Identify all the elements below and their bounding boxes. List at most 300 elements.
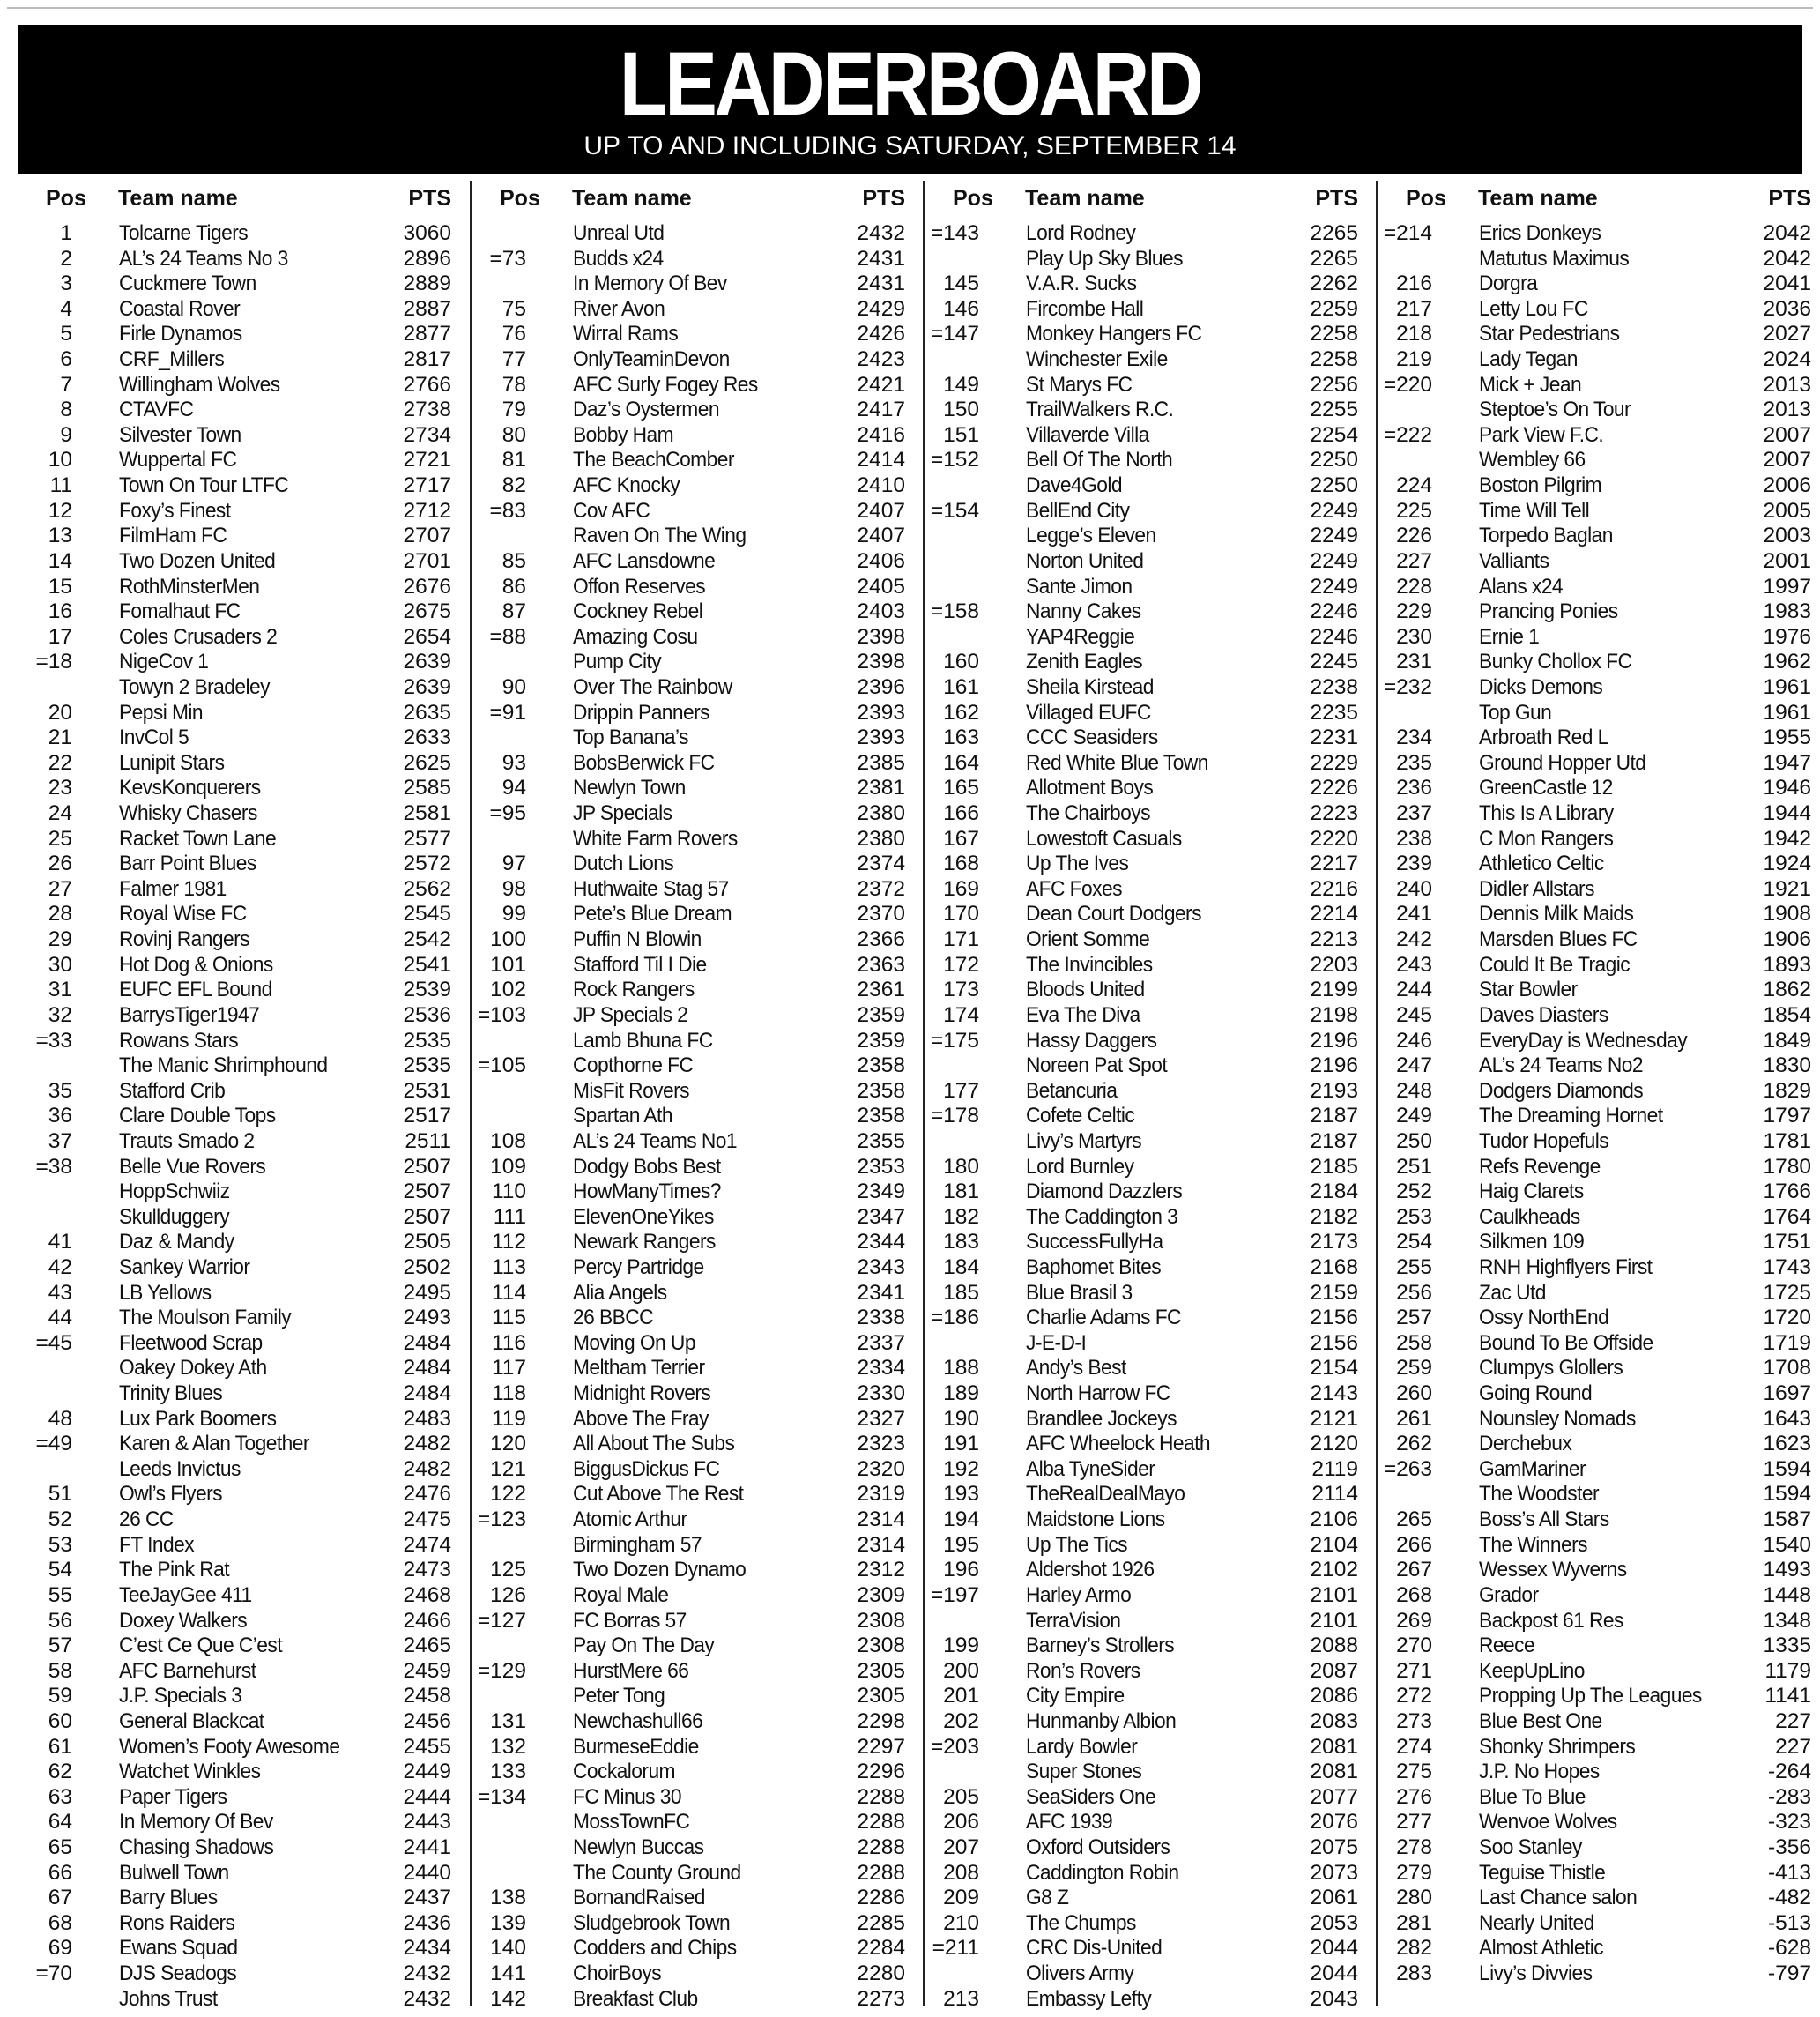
row-pts: 2185 [1310,1154,1358,1179]
row-team-name: Lardy Bowler [1026,1734,1138,1759]
row-team-name: Up The Ives [1026,852,1129,876]
row-team-name: Prancing Ponies [1479,599,1618,624]
row-pts: 1719 [1763,1330,1811,1355]
row-pos: 10 [48,448,72,473]
row-pos: 280 [1396,1886,1432,1910]
row-team-name: Park View F.C. [1479,422,1604,447]
table-row [472,524,912,549]
row-team-name: Newlyn Town [573,776,686,800]
row-pos: 167 [943,826,979,851]
row-pts: 2431 [857,246,905,271]
row-pos: =147 [930,322,979,346]
row-team-name: AFC 1939 [1026,1810,1113,1835]
row-pts: 2585 [403,776,451,800]
table-row [18,1911,458,1937]
row-pos: 151 [943,422,979,447]
row-pos: 65 [48,1835,72,1859]
table-row [18,902,458,927]
row-pts: 2246 [1310,624,1358,649]
row-pts: 2493 [403,1306,451,1330]
row-team-name: Breakfast Club [573,1986,698,2011]
row-pos: 244 [1396,978,1432,1002]
table-row [925,650,1365,675]
row-pts: 2889 [403,272,451,296]
table-row [472,1457,912,1483]
row-pos: 173 [943,978,979,1002]
row-pos: 113 [491,1254,526,1279]
table-row [18,1457,458,1483]
row-pts: 2398 [857,650,905,674]
row-pos: 140 [490,1936,526,1961]
row-pos: =129 [477,1658,526,1683]
row-team-name: Nearly United [1479,1910,1594,1935]
row-pos: 261 [1396,1406,1432,1431]
row-pts: 2199 [1310,978,1358,1002]
row-pos: 149 [943,372,979,397]
row-pos: 251 [1396,1154,1432,1179]
row-team-name: North Harrow FC [1026,1381,1170,1406]
row-team-name: Rovinj Rangers [119,927,249,952]
row-pos: 22 [48,750,72,775]
table-row [18,1255,458,1281]
rows [18,221,458,2012]
row-team-name: Alia Angels [573,1280,667,1305]
table-row [472,1281,912,1306]
table-row [1378,322,1818,347]
row-team-name: CCC Seasiders [1026,726,1158,750]
table-row [925,1709,1365,1735]
row-team-name: Oxford Outsiders [1026,1835,1170,1859]
row-team-name: Firle Dynamos [119,322,242,346]
table-row [472,1255,912,1281]
table-row [1378,1255,1818,1281]
row-team-name: SeaSiders One [1026,1784,1156,1809]
row-team-name: BarrysTiger1947 [119,1002,260,1027]
row-pts: 2353 [857,1154,905,1179]
row-team-name: Soo Stanley [1479,1835,1582,1859]
row-pos: 48 [48,1406,72,1431]
row-pos: 270 [1396,1634,1432,1658]
row-team-name: Oakey Dokey Ath [119,1356,267,1381]
row-pos: 189 [943,1381,979,1406]
row-pos: 163 [943,726,979,750]
row-pts: 2455 [403,1734,451,1759]
row-pts: 2245 [1310,650,1358,674]
row-team-name: FT Index [119,1532,195,1557]
row-pts: -628 [1767,1936,1811,1961]
row-pos: 7 [60,372,72,397]
row-pos: 99 [501,902,526,927]
row-team-name: Copthorne FC [573,1053,694,1078]
row-pts: 2358 [857,1053,905,1078]
row-team-name: Lux Park Boomers [119,1406,277,1431]
row-team-name: Eva The Diva [1026,1002,1140,1027]
row-pos: 181 [943,1180,979,1204]
row-pts: 1944 [1763,801,1811,826]
row-pts: 2256 [1310,372,1358,397]
table-row [472,801,912,827]
row-team-name: RothMinsterMen [119,574,260,599]
row-team-name: Betancuria [1026,1078,1118,1103]
row-pos: =214 [1383,221,1432,245]
row-team-name: JP Specials [573,801,672,826]
row-pos: 228 [1396,574,1432,599]
table-row [1378,247,1818,272]
row-team-name: Maidstone Lions [1026,1507,1165,1532]
table-row [18,1709,458,1735]
row-team-name: HoppSchwiiz [119,1180,230,1204]
row-team-name: Trinity Blues [119,1381,223,1406]
row-pos: 217 [1396,296,1432,321]
row-pts: 2042 [1763,246,1811,271]
row-team-name: Meltham Terrier [573,1356,705,1381]
table-row [925,1381,1365,1407]
row-pts: 2203 [1310,952,1358,977]
row-team-name: InvCol 5 [119,726,189,750]
table-row [472,776,912,801]
row-pos: 31 [48,978,72,1002]
row-pts: 2102 [1310,1558,1358,1582]
header-pos: Pos [953,186,993,211]
row-pos: 53 [48,1532,72,1557]
row-pts: 2006 [1763,473,1811,498]
row-pos: 202 [943,1708,979,1733]
row-pts: 2280 [857,1961,905,1986]
row-pos: =127 [477,1608,526,1633]
row-team-name: The Pink Rat [119,1558,230,1582]
row-pos: 11 [49,473,72,498]
row-pts: 2196 [1310,1028,1358,1053]
row-pts: 1849 [1763,1028,1811,1053]
row-pos: 196 [943,1558,979,1582]
row-pts: 2154 [1310,1356,1358,1381]
row-pts: 1924 [1763,852,1811,876]
row-pts: 2198 [1310,1002,1358,1027]
row-pts: 1743 [1763,1254,1811,1279]
row-pos: 142 [490,1986,526,2011]
row-team-name: KevsKonquerers [119,776,261,800]
table-row [472,373,912,398]
row-pts: 1708 [1763,1356,1811,1381]
table-row [1378,827,1818,852]
table-row [18,524,458,549]
row-team-name: AL’s 24 Teams No1 [573,1128,738,1153]
row-pts: 2061 [1310,1886,1358,1910]
row-team-name: Whisky Chasers [119,801,257,826]
row-team-name: Royal Wise FC [119,902,247,927]
row-team-name: HowManyTimes? [573,1180,721,1204]
row-pos: 28 [48,902,72,927]
row-pos: 206 [943,1810,979,1835]
table-row [18,927,458,953]
row-team-name: Super Stones [1026,1760,1142,1784]
row-pos: =211 [932,1936,979,1961]
row-team-name: Ground Hopper Utd [1479,750,1646,775]
row-pts: 1623 [1763,1432,1811,1456]
row-pts: 2432 [403,1961,451,1986]
table-row [18,1659,458,1685]
table-row [925,1205,1365,1231]
row-pts: 2305 [857,1658,905,1683]
row-pos: 67 [48,1886,72,1910]
row-team-name: Two Dozen United [119,548,276,573]
row-team-name: Above The Fray [573,1406,709,1431]
row-team-name: Ewans Squad [119,1936,238,1961]
row-pts: 2385 [857,750,905,775]
row-team-name: LB Yellows [119,1280,212,1305]
row-team-name: NigeCov 1 [119,650,209,674]
row-pts: 2458 [403,1684,451,1708]
row-pts: 1720 [1763,1306,1811,1330]
row-team-name: Sheila Kirstead [1026,674,1154,699]
row-pos: 262 [1396,1432,1432,1456]
table-row [472,247,912,272]
row-pts: 2027 [1763,322,1811,346]
row-pos: 183 [943,1230,979,1254]
row-pts: 2817 [403,347,451,372]
row-pos: 182 [943,1204,979,1229]
row-team-name: Clumpys Glollers [1479,1356,1623,1381]
table-row [1378,272,1818,297]
row-pos: 193 [943,1482,979,1507]
table-row [472,347,912,373]
row-team-name: J.P. Specials 3 [119,1684,242,1708]
row-team-name: Newark Rangers [573,1230,716,1254]
row-team-name: Charlie Adams FC [1026,1306,1181,1330]
table-row [1378,852,1818,877]
table-row [925,1936,1365,1961]
row-team-name: Sludgebrook Town [573,1910,731,1935]
column-header [472,181,912,218]
row-pos: =33 [35,1028,72,1053]
row-team-name: J.P. No Hopes [1479,1760,1600,1784]
row-pts: 2432 [403,1986,451,2011]
row-pts: 2288 [857,1835,905,1859]
row-pts: 2159 [1310,1280,1358,1305]
row-pts: -797 [1767,1961,1811,1986]
table-row [472,1583,912,1609]
row-pos: 93 [501,750,526,775]
row-pos: 191 [943,1432,979,1456]
table-row [1378,1583,1818,1609]
row-pos: 114 [491,1280,526,1305]
table-row [925,247,1365,272]
table-row [472,1003,912,1029]
table-row [18,1684,458,1709]
table-row [1378,978,1818,1003]
row-pos: =158 [930,599,979,624]
row-pts: 2076 [1310,1810,1358,1835]
table-row [18,1432,458,1457]
row-team-name: Top Gun [1479,700,1552,725]
row-pos: 6 [60,347,72,372]
row-team-name: Caulkheads [1479,1204,1580,1229]
table-row [472,953,912,979]
table-row [925,726,1365,751]
table-row [18,1205,458,1231]
row-team-name: Doxey Walkers [119,1608,248,1633]
table-row [18,1609,458,1634]
column-header [1378,181,1818,218]
table-row [472,1735,912,1760]
table-row [1378,1306,1818,1331]
row-team-name: Lord Rodney [1026,221,1136,245]
row-pos: 249 [1396,1104,1432,1128]
leaderboard-column-2 [470,181,912,2011]
row-team-name: Belle Vue Rovers [119,1154,266,1179]
row-pts: 2466 [403,1608,451,1633]
row-team-name: The Woodster [1479,1482,1599,1507]
row-pts: 2081 [1310,1760,1358,1784]
row-team-name: Andy’s Best [1026,1356,1126,1381]
row-team-name: The Dreaming Hornet [1479,1104,1663,1128]
table-row [472,927,912,953]
table-row [1378,1104,1818,1129]
header-team-name: Team name [1025,186,1145,211]
row-team-name: Over The Rainbow [573,674,732,699]
row-pts: 2766 [403,372,451,397]
row-team-name: Fleetwood Scrap [119,1330,263,1355]
row-pts: 1947 [1763,750,1811,775]
row-pos: 94 [501,776,526,800]
row-team-name: Reece [1479,1634,1535,1658]
row-team-name: Rons Raiders [119,1910,235,1935]
row-pts: 1797 [1763,1104,1811,1128]
row-team-name: BornandRaised [573,1886,705,1910]
row-pts: 2182 [1310,1204,1358,1229]
row-pts: 2314 [857,1507,905,1532]
row-team-name: Alans x24 [1479,574,1564,599]
row-pos: 226 [1396,524,1432,548]
row-pts: 2440 [403,1860,451,1885]
row-pts: 2405 [857,574,905,599]
row-pos: =18 [35,650,72,674]
row-pts: 2216 [1310,876,1358,901]
table-row [18,1507,458,1533]
row-pos: 254 [1396,1230,1432,1254]
table-row [18,473,458,499]
row-pos: 150 [943,398,979,422]
table-row [925,1482,1365,1507]
row-pts: 1942 [1763,826,1811,851]
table-row [18,549,458,575]
table-row [925,1558,1365,1583]
row-team-name: Hassy Daggers [1026,1028,1157,1053]
row-pos: 195 [943,1532,979,1557]
row-team-name: Karen & Alan Together [119,1432,309,1456]
row-pos: 59 [48,1684,72,1708]
row-pos: 116 [491,1330,526,1355]
row-pts: 2284 [857,1936,905,1961]
row-pts: 2443 [403,1810,451,1835]
table-row [1378,625,1818,651]
row-pos: =186 [930,1306,979,1330]
row-team-name: Lady Tegan [1479,347,1578,372]
row-pos: =38 [35,1154,72,1179]
table-row [1378,776,1818,801]
table-row [925,927,1365,953]
row-pos: 213 [943,1986,979,2011]
row-team-name: Letty Lou FC [1479,296,1588,321]
row-team-name: Top Banana’s [573,726,688,750]
row-pts: 2327 [857,1406,905,1431]
row-pos: 260 [1396,1381,1432,1406]
row-pts: 2416 [857,422,905,447]
row-pos: 259 [1396,1356,1432,1381]
row-pos: 141 [490,1961,526,1986]
row-pts: 2168 [1310,1254,1358,1279]
row-pts: 2330 [857,1381,905,1406]
row-team-name: Drippin Panners [573,700,710,725]
table-row [1378,801,1818,827]
row-pts: 2358 [857,1104,905,1128]
table-row [18,675,458,701]
table-row [925,1684,1365,1709]
row-pts: 2044 [1310,1936,1358,1961]
row-pts: 1766 [1763,1180,1811,1204]
table-row [472,1053,912,1079]
table-row [472,1861,912,1887]
row-pos: 35 [48,1078,72,1103]
row-pos: 80 [501,422,526,447]
row-team-name: St Marys FC [1026,372,1133,397]
table-row [18,1482,458,1507]
row-pos: 138 [490,1886,526,1910]
table-row [1378,423,1818,449]
row-pts: 1908 [1763,902,1811,927]
row-pos: 23 [48,776,72,800]
row-pts: 2223 [1310,801,1358,826]
row-team-name: Livy’s Martyrs [1026,1128,1142,1153]
row-pts: 2410 [857,473,905,498]
table-row [1378,1205,1818,1231]
table-row [1378,347,1818,373]
row-pts: 2246 [1310,599,1358,624]
table-row [18,751,458,777]
row-pos: =220 [1383,372,1432,397]
row-pos: 269 [1396,1608,1432,1633]
table-row [472,423,912,449]
row-team-name: Cuckmere Town [119,272,256,296]
table-row [925,272,1365,297]
table-row [1378,599,1818,625]
row-pts: 2214 [1310,902,1358,927]
row-pts: 2024 [1763,347,1811,372]
row-team-name: Cut Above The Rest [573,1482,744,1507]
row-team-name: Lamb Bhuna FC [573,1028,713,1053]
row-team-name: TrailWalkers R.C. [1026,398,1174,422]
table-row [1378,1079,1818,1105]
row-pos: 160 [943,650,979,674]
row-pos: =154 [930,498,979,523]
table-row [472,1180,912,1205]
row-pos: =91 [489,700,526,725]
row-pos: 194 [943,1507,979,1532]
table-row [925,1281,1365,1306]
table-row [18,1331,458,1357]
table-row [18,1861,458,1887]
row-pts: -264 [1767,1760,1811,1784]
table-row [925,599,1365,625]
table-row [925,373,1365,398]
row-team-name: Allotment Boys [1026,776,1154,800]
table-row [925,852,1365,877]
row-pos: 164 [943,750,979,775]
table-row [925,625,1365,651]
table-row [472,751,912,777]
row-team-name: CRF_Millers [119,347,225,372]
table-row [472,1684,912,1709]
